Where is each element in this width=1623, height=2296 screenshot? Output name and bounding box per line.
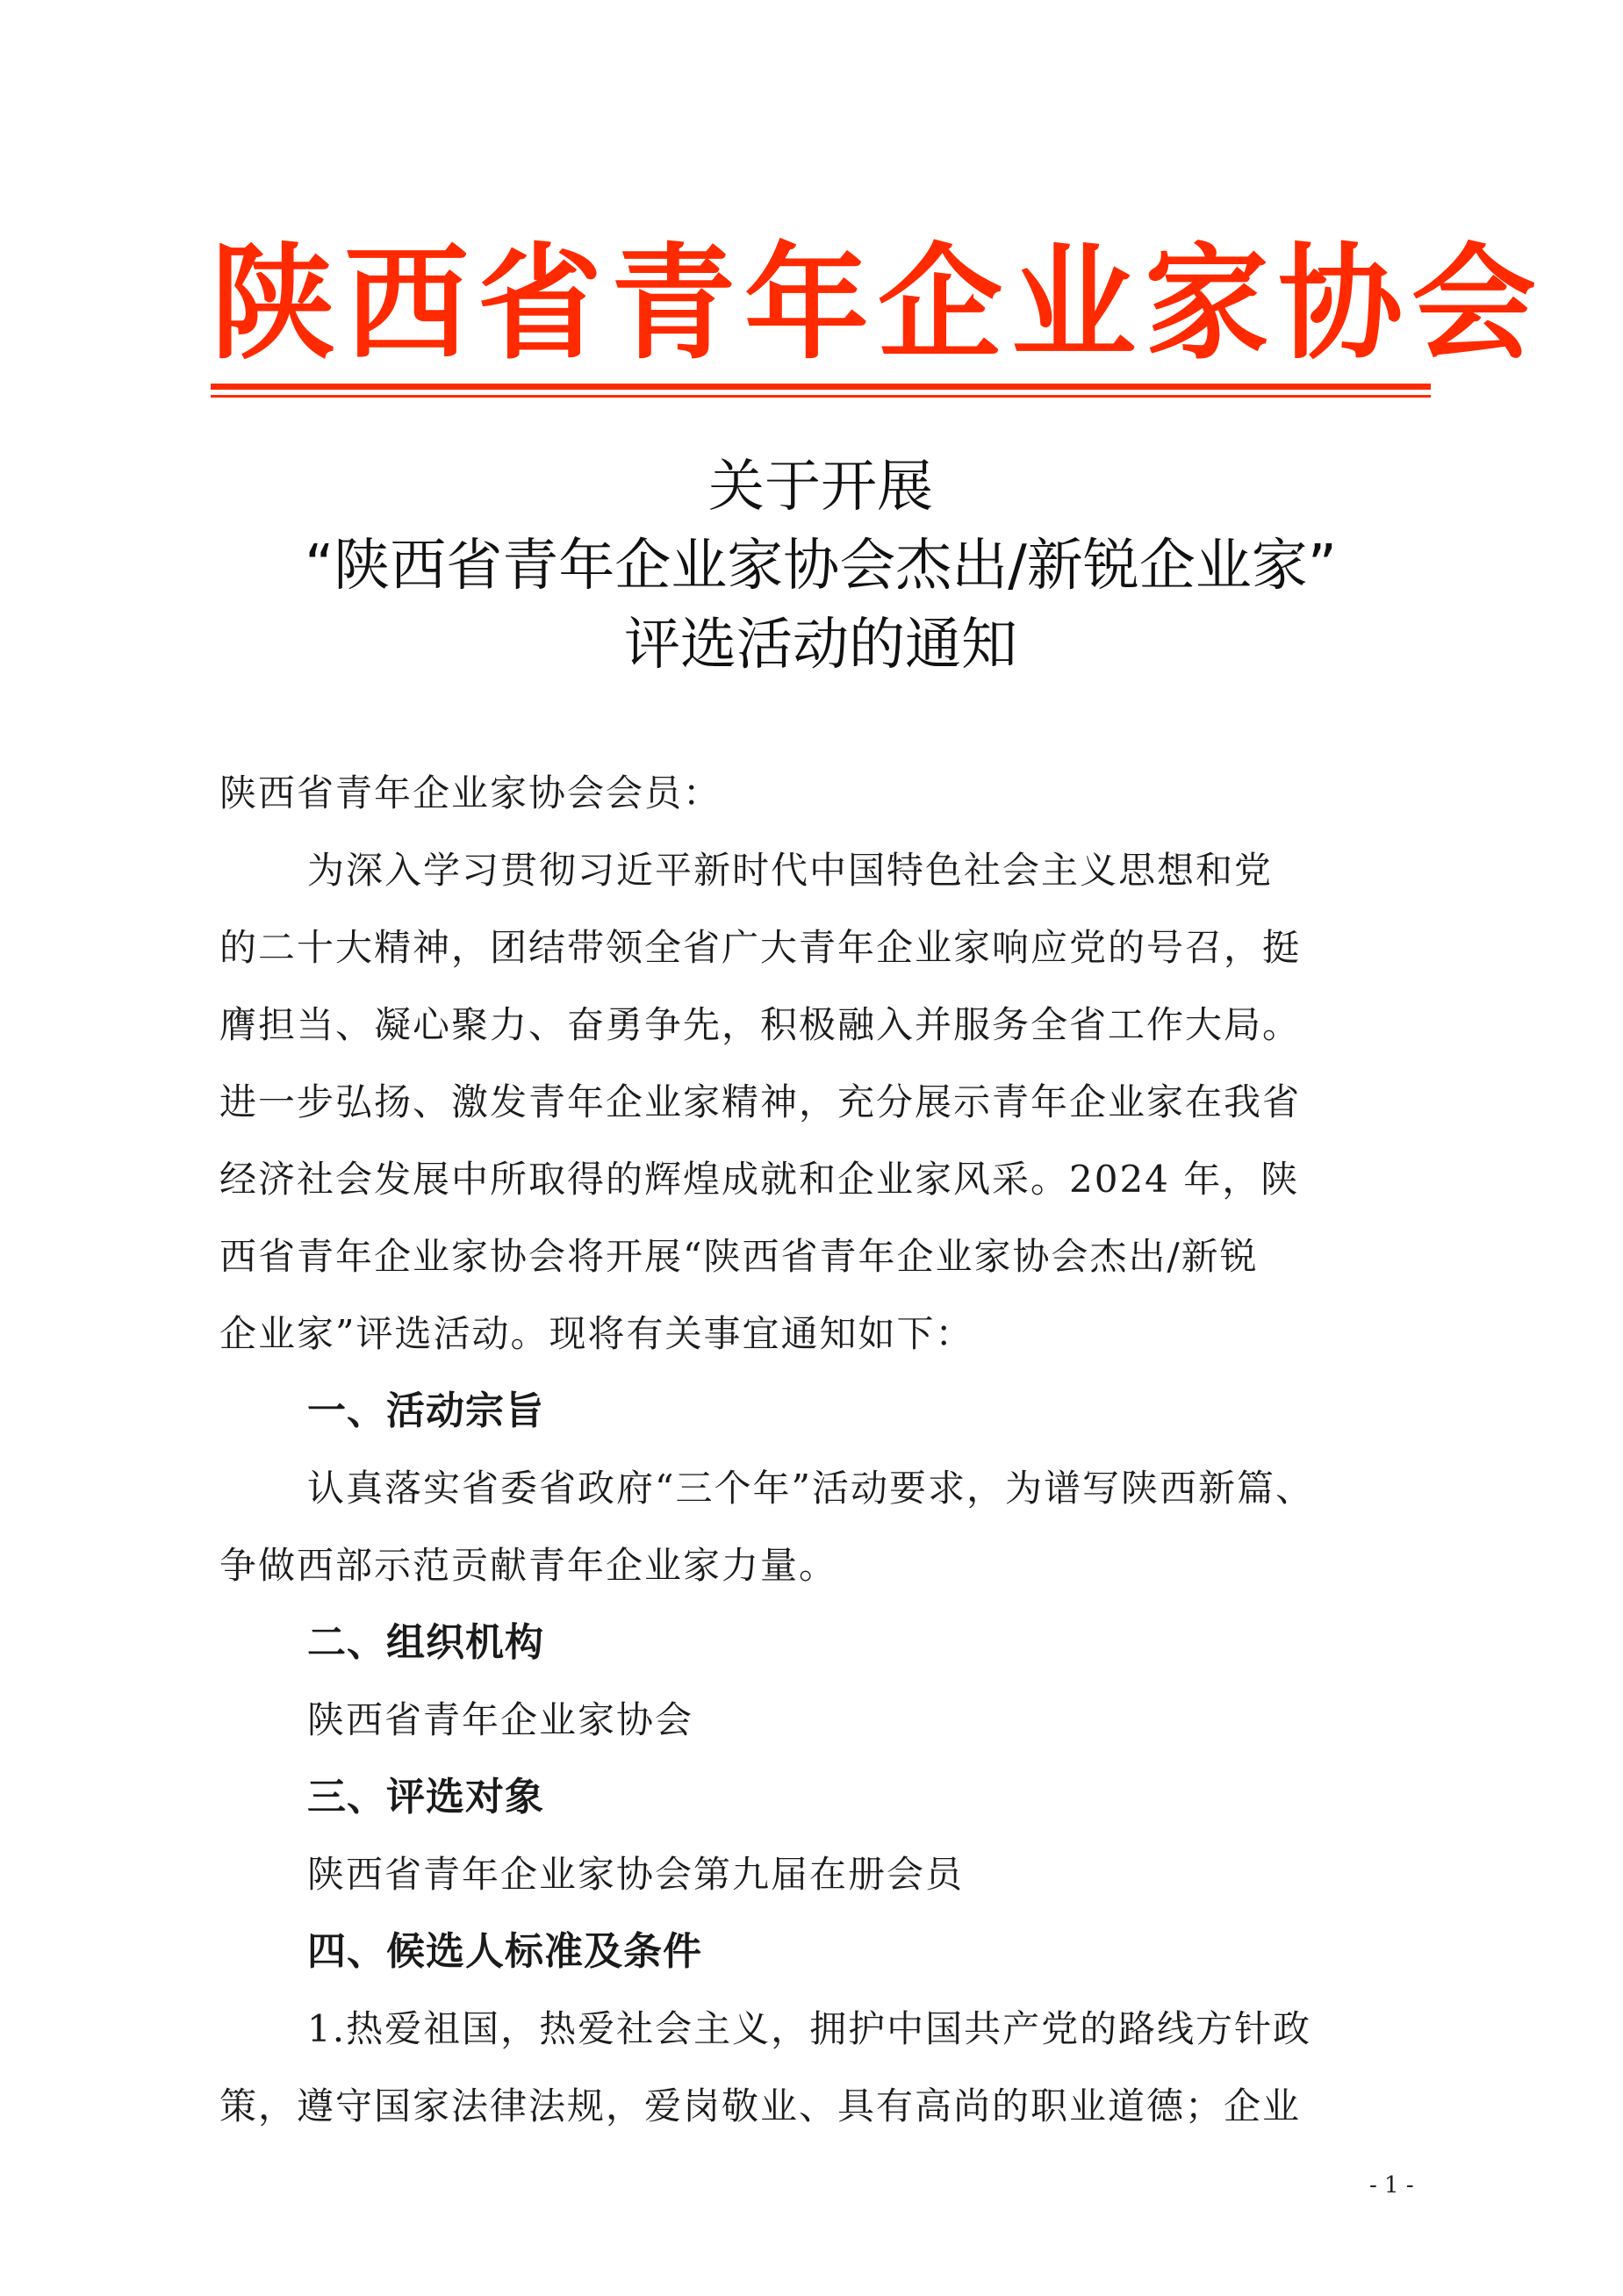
- intro-line: 的二十大精神，团结带领全省广大青年企业家响应党的号召，挺: [219, 926, 1302, 969]
- section-heading-candidate-criteria: 四、候选人标准及条件: [307, 1929, 702, 1974]
- page-number: - 1 -: [1369, 2172, 1414, 2199]
- title-line-3: 评选活动的通知: [624, 613, 1017, 678]
- intro-line: 经济社会发展中所取得的辉煌成就和企业家风采。2024 年，陕: [219, 1158, 1300, 1201]
- section-line: 陕西省青年企业家协会第九届在册会员: [307, 1853, 965, 1896]
- intro-line: 企业家”评选活动。现将有关事宜通知如下：: [219, 1312, 974, 1355]
- intro-line: 为深入学习贯彻习近平新时代中国特色社会主义思想和党: [307, 849, 1274, 892]
- section-line: 策，遵守国家法律法规，爱岗敬业、具有高尚的职业道德；企业: [219, 2084, 1302, 2127]
- section-line: 陕西省青年企业家协会: [307, 1698, 694, 1741]
- salutation: 陕西省青年企业家协会会员：: [219, 771, 722, 814]
- title-line-1: 关于开展: [708, 455, 933, 520]
- section-line: 1.热爱祖国，热爱社会主义，拥护中国共产党的路线方针政: [307, 2007, 1312, 2050]
- title-line-2: “陕西省青年企业家协会杰出/新锐企业家”: [305, 534, 1337, 599]
- document-body: [219, 755, 1431, 2145]
- section-heading-organization: 二、组织机构: [307, 1620, 544, 1665]
- section-line: 争做西部示范贡献青年企业家力量。: [219, 1544, 838, 1587]
- section-line: 认真落实省委省政府“三个年”活动要求，为谱写陕西新篇、: [307, 1467, 1314, 1510]
- section-heading-purpose: 一、活动宗旨: [307, 1388, 544, 1433]
- letterhead-org-name: 陕西省青年企业家协会: [211, 232, 1545, 377]
- letterhead-rule-thin: [211, 395, 1431, 398]
- letterhead-rule-thick: [211, 384, 1431, 390]
- intro-line: 西省青年企业家协会将开展“陕西省青年企业家协会杰出/新锐: [219, 1235, 1259, 1278]
- intro-line: 进一步弘扬、激发青年企业家精神，充分展示青年企业家在我省: [219, 1080, 1302, 1123]
- intro-line: 膺担当、凝心聚力、奋勇争先，积极融入并服务全省工作大局。: [219, 1003, 1302, 1046]
- section-heading-selection-target: 三、评选对象: [307, 1775, 544, 1819]
- document-title: [176, 448, 1466, 685]
